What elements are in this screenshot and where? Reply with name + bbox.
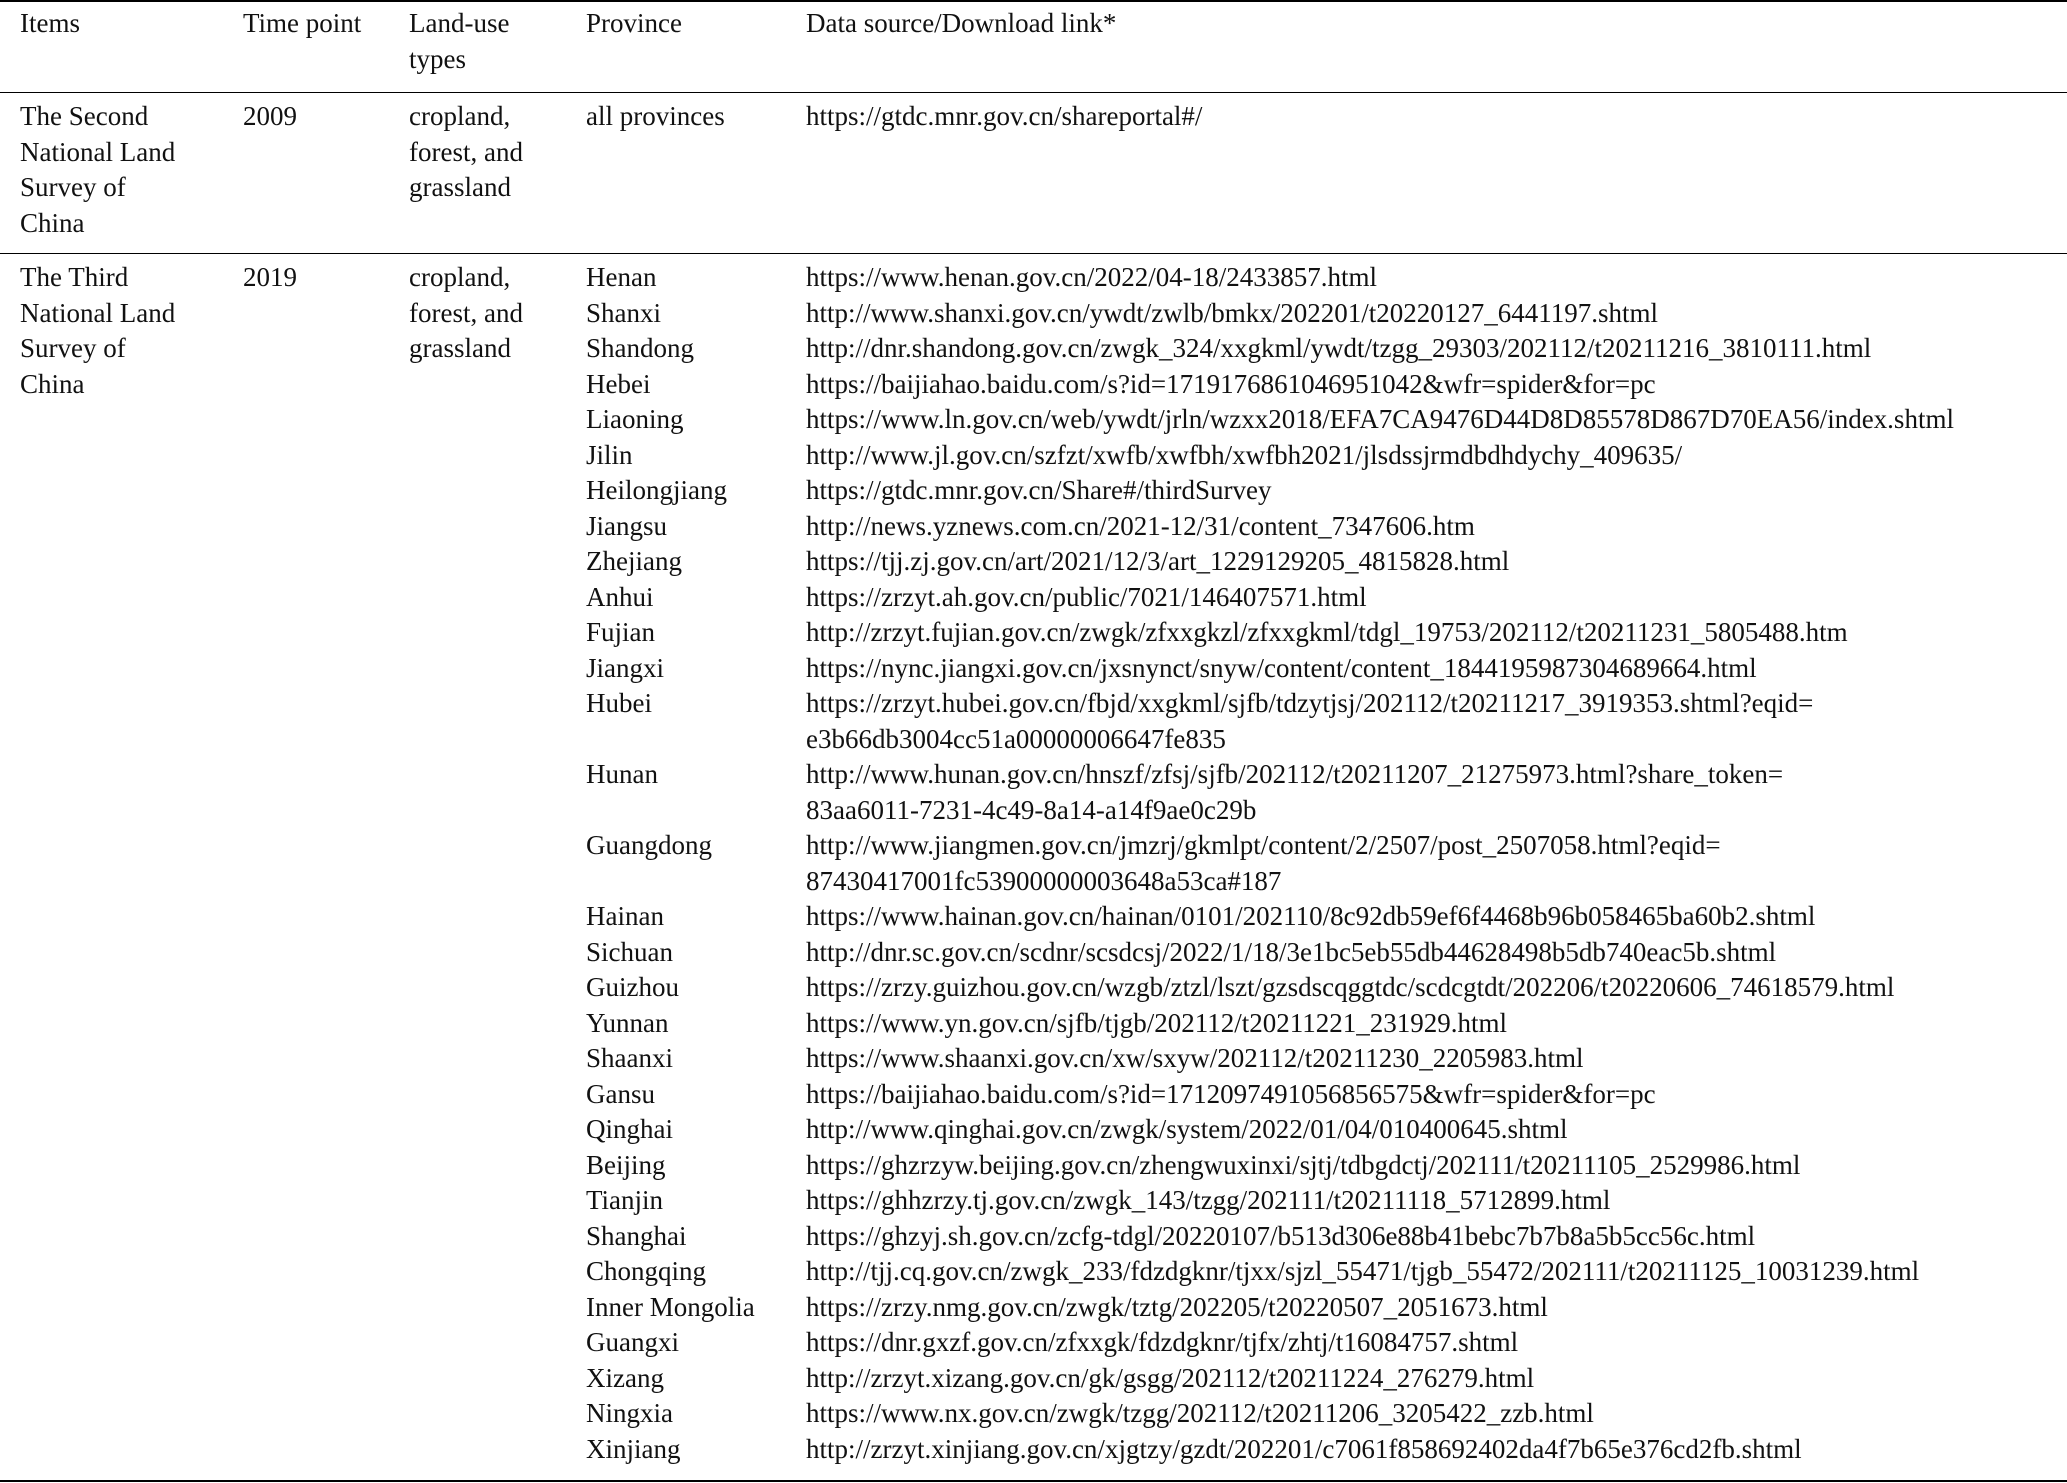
row1-land-line: grassland (409, 172, 511, 202)
province-name: Shaanxi (586, 1043, 673, 1073)
source-link[interactable]: https://baijiahao.baidu.com/s?id=1712097491056856575&wfr=spider&for=pc (806, 1078, 1656, 1109)
header-land-use-line: types (409, 43, 466, 74)
province-name: Guangxi (586, 1327, 679, 1357)
row1-province: all provinces (586, 101, 725, 131)
source-link[interactable]: https://nync.jiangxi.gov.cn/jxsnynct/snyw/content/content_1844195987304689664.html (806, 652, 1757, 683)
province-column (586, 260, 755, 1467)
row1-items (20, 99, 175, 241)
source-link[interactable]: e3b66db3004cc51a00000006647fe835 (806, 723, 1226, 754)
source-link[interactable]: https://ghzyj.sh.gov.cn/zcfg-tdgl/20220107/b513d306e88b41bebc7b7b8a5b5cc56c.html (806, 1220, 1756, 1251)
header-land-use-types (409, 6, 509, 77)
province-name: Zhejiang (586, 546, 682, 576)
province-name: Qinghai (586, 1114, 673, 1144)
source-link[interactable]: http://www.jiangmen.gov.cn/jmzrj/gkmlpt/content/2/2507/post_2507058.html?eqid= (806, 830, 1721, 860)
province-spacer (586, 722, 755, 758)
source-link[interactable]: https://www.shaanxi.gov.cn/xw/sxyw/202112/t20211230_2205983.html (806, 1043, 1584, 1073)
source-link[interactable]: https://gtdc.mnr.gov.cn/Share#/thirdSurvey (806, 475, 1272, 505)
row2-item-line: National Land (20, 297, 176, 328)
source-link[interactable]: http://www.jl.gov.cn/szfzt/xwfb/xwfbh/xwfbh2021/jlsdssjrmdbdhdychy_409635/ (806, 439, 1683, 470)
row2-item-line: The Third (20, 262, 129, 292)
row-divider-rule (0, 253, 2067, 254)
header-data-source: Data source/Download link* (806, 8, 1117, 38)
province-name: Heilongjiang (586, 475, 727, 505)
province-spacer (586, 793, 755, 829)
province-name: Hubei (586, 688, 652, 718)
province-name: Jilin (586, 439, 633, 470)
province-name: Henan (586, 262, 657, 292)
row2-land-line: grassland (409, 333, 511, 363)
source-link[interactable]: https://dnr.gxzf.gov.cn/zfxxgk/fdzdgknr/tjfx/zhtj/t16084757.shtml (806, 1327, 1519, 1357)
row2-item-line: China (20, 368, 85, 399)
province-name: Ningxia (586, 1398, 673, 1428)
source-link[interactable]: https://ghzrzyw.beijing.gov.cn/zhengwuxinxi/sjtj/tdbgdctj/202111/t20211105_2529986.html (806, 1149, 1801, 1180)
header-province: Province (586, 8, 682, 38)
source-link[interactable]: https://www.ln.gov.cn/web/ywdt/jrln/wzxx2018/EFA7CA9476D44D8D85578D867D70EA56/index.shtml (806, 404, 1954, 434)
province-name: Sichuan (586, 936, 673, 967)
province-name: Fujian (586, 617, 656, 647)
row2-time-point: 2019 (243, 262, 297, 292)
source-link[interactable]: https://www.yn.gov.cn/sjfb/tjgb/202112/t20211221_231929.html (806, 1007, 1507, 1038)
row1-source-link[interactable]: https://gtdc.mnr.gov.cn/shareportal#/ (806, 101, 1203, 131)
source-column (806, 260, 1954, 1467)
province-name: Guangdong (586, 830, 712, 860)
source-link[interactable]: http://zrzyt.xizang.gov.cn/gk/gsgg/202112/t20211224_276279.html (806, 1362, 1535, 1393)
source-link[interactable]: http://tjj.cq.gov.cn/zwgk_233/fdzdgknr/tjxx/sjzl_55471/tjgb_55472/202111/t20211125_10031239.html (806, 1256, 1920, 1286)
bottom-rule (0, 1480, 2067, 1482)
source-link[interactable]: https://ghhzrzy.tj.gov.cn/zwgk_143/tzgg/202111/t20211118_5712899.html (806, 1185, 1611, 1215)
row2-land-use (409, 260, 523, 367)
row1-item-line: National Land (20, 136, 176, 167)
source-link[interactable]: http://zrzyt.fujian.gov.cn/zwgk/zfxxgkzl/zfxxgkml/tdgl_19753/202112/t20211231_5805488.htm (806, 617, 1848, 647)
province-name: Guizhou (586, 972, 679, 1002)
source-link[interactable]: 87430417001fc53900000003648a53ca#187 (806, 865, 1282, 896)
row1-item-line: The Second (20, 101, 149, 131)
source-link[interactable]: https://www.nx.gov.cn/zwgk/tzgg/202112/t20211206_3205422_zzb.html (806, 1398, 1594, 1428)
source-link[interactable]: https://baijiahao.baidu.com/s?id=1719176861046951042&wfr=spider&for=pc (806, 368, 1656, 399)
province-name: Xizang (586, 1362, 664, 1393)
source-link[interactable]: 83aa6011-7231-4c49-8a14-a14f9ae0c29b (806, 794, 1257, 825)
province-name: Shandong (586, 333, 694, 363)
province-name: Shanghai (586, 1220, 687, 1251)
province-name: Hainan (586, 901, 664, 931)
province-name: Chongqing (586, 1256, 707, 1286)
row1-item-line: Survey of (20, 172, 126, 202)
source-link[interactable]: http://zrzyt.xinjiang.gov.cn/xjgtzy/gzdt/202201/c7061f858692402da4f7b65e376cd2fb.shtml (806, 1433, 1802, 1464)
source-link[interactable]: http://www.hunan.gov.cn/hnszf/zfsj/sjfb/202112/t20211207_21275973.html?share_token= (806, 759, 1784, 789)
source-link[interactable]: http://dnr.sc.gov.cn/scdnr/scsdcsj/2022/1/18/3e1bc5eb55db44628498b5db740eac5b.shtml (806, 936, 1777, 967)
source-link[interactable]: https://zrzy.guizhou.gov.cn/wzgb/ztzl/lszt/gzsdscqggtdc/scdcgtdt/202206/t20220606_74618579.html (806, 972, 1895, 1002)
province-spacer (586, 864, 755, 900)
header-items: Items (20, 8, 80, 38)
province-name: Hunan (586, 759, 658, 789)
source-link[interactable]: https://tjj.zj.gov.cn/art/2021/12/3/art_1229129205_4815828.html (806, 546, 1510, 576)
province-name: Gansu (586, 1078, 655, 1109)
province-name: Xinjiang (586, 1433, 681, 1464)
source-link[interactable]: https://www.hainan.gov.cn/hainan/0101/202110/8c92db59ef6f4468b96b058465ba60b2.shtml (806, 901, 1816, 931)
header-rule (0, 92, 2067, 93)
row1-land-line: forest, and (409, 136, 523, 167)
province-name: Tianjin (586, 1185, 664, 1215)
row2-land-line: cropland, (409, 262, 511, 292)
source-link[interactable]: https://zrzyt.ah.gov.cn/public/7021/146407571.html (806, 581, 1367, 612)
row1-land-use (409, 99, 523, 206)
source-link[interactable]: https://zrzy.nmg.gov.cn/zwgk/tztg/202205/t20220507_2051673.html (806, 1291, 1548, 1322)
row1-item-line: China (20, 207, 85, 238)
source-link[interactable]: http://www.shanxi.gov.cn/ywdt/zwlb/bmkx/202201/t20220127_6441197.shtml (806, 297, 1658, 328)
province-name: Jiangsu (586, 510, 667, 541)
province-name: Liaoning (586, 404, 684, 434)
top-rule (0, 0, 2067, 2)
row2-item-line: Survey of (20, 333, 126, 363)
province-name: Beijing (586, 1149, 666, 1180)
province-name: Anhui (586, 581, 654, 612)
source-link[interactable]: https://www.henan.gov.cn/2022/04-18/2433857.html (806, 262, 1377, 292)
source-link[interactable]: http://dnr.shandong.gov.cn/zwgk_324/xxgkml/ywdt/tzgg_29303/202112/t20211216_3810111.html (806, 333, 1872, 363)
province-name: Jiangxi (586, 652, 664, 683)
header-time-point: Time point (243, 8, 362, 38)
source-link[interactable]: http://www.qinghai.gov.cn/zwgk/system/2022/01/04/010400645.shtml (806, 1114, 1568, 1144)
province-name: Inner Mongolia (586, 1291, 755, 1322)
province-name: Yunnan (586, 1007, 669, 1038)
province-name: Hebei (586, 368, 651, 399)
province-name: Shanxi (586, 297, 662, 328)
row2-items (20, 260, 175, 402)
row1-land-line: cropland, (409, 101, 511, 131)
source-link[interactable]: http://news.yznews.com.cn/2021-12/31/content_7347606.htm (806, 510, 1475, 541)
row2-land-line: forest, and (409, 297, 523, 328)
row1-time-point: 2009 (243, 101, 297, 131)
header-land-use-line: Land-use (409, 8, 510, 38)
source-link[interactable]: https://zrzyt.hubei.gov.cn/fbjd/xxgkml/sjfb/tdzytjsj/202112/t20211217_3919353.shtml?eqid= (806, 688, 1814, 718)
